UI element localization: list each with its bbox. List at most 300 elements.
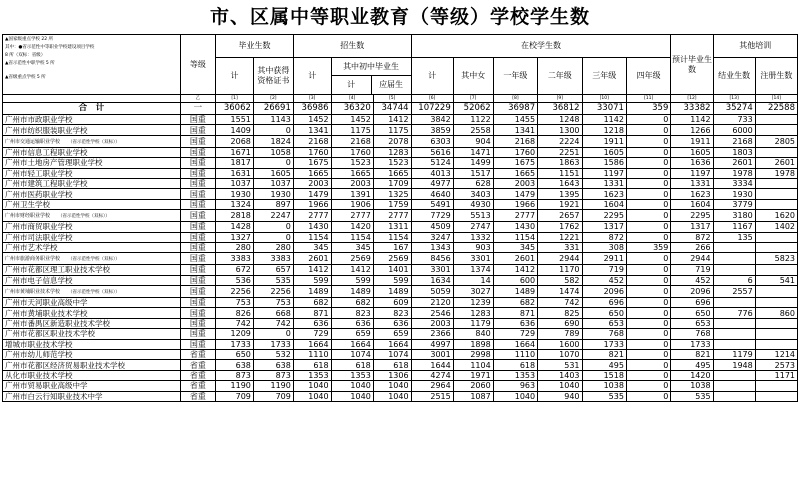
cell-value: 1332 — [453, 232, 493, 242]
cell-value: 636 — [331, 318, 373, 328]
cell-value: 742 — [538, 298, 582, 308]
cell-value: 2777 — [493, 210, 537, 222]
school-name-cell — [3, 350, 181, 360]
cell-value — [755, 298, 797, 308]
school-level: 国重 — [180, 210, 216, 222]
table-row — [3, 308, 798, 318]
school-level: 国重 — [180, 318, 216, 328]
cell-value: 742 — [216, 318, 254, 328]
cell-value: 768 — [582, 329, 626, 339]
cell-value: 1327 — [216, 232, 254, 242]
cell-value: 3027 — [453, 286, 493, 298]
cell-value: 1143 — [253, 115, 293, 125]
cell-value: 0 — [253, 125, 293, 135]
cell-value: 1664 — [373, 339, 411, 349]
school-name-cell — [3, 158, 181, 168]
cell-value: 582 — [538, 275, 582, 285]
cell-value: 1760 — [493, 147, 537, 157]
cell-value: 1518 — [582, 370, 626, 380]
cell-value: 1911 — [582, 135, 626, 147]
cell-value: 1709 — [373, 178, 411, 188]
school-note: （省示范性学校（双标）） — [58, 214, 110, 220]
cell-value: 940 — [538, 391, 582, 401]
cell-value: 0 — [626, 135, 670, 147]
cell-value: 5513 — [453, 210, 493, 222]
school-name-cell — [3, 381, 181, 391]
cell-value: 1395 — [538, 189, 582, 199]
cell-value — [713, 329, 755, 339]
cell-value: 2944 — [538, 253, 582, 265]
cell-value: 1283 — [373, 147, 411, 157]
cell-value: 1040 — [331, 391, 373, 401]
cell-value: 308 — [582, 242, 626, 252]
cell-value: 1040 — [538, 381, 582, 391]
school-name: 广州市幼儿师范学校 — [5, 350, 73, 360]
cell-value: 1523 — [331, 158, 373, 168]
cell-value: 860 — [755, 308, 797, 318]
school-name-cell — [3, 125, 181, 135]
cell-value: 599 — [373, 275, 411, 285]
cell-value: 1489 — [293, 286, 331, 298]
school-level: 国重 — [180, 253, 216, 265]
cell-value: 1430 — [493, 222, 537, 232]
school-level: 国重 — [180, 147, 216, 157]
school-name-cell — [3, 222, 181, 232]
cell-value: 1058 — [253, 147, 293, 157]
table-row — [3, 339, 798, 349]
cell-value: 1154 — [331, 232, 373, 242]
cell-value: 1623 — [582, 189, 626, 199]
cell-value: 1343 — [411, 242, 453, 252]
school-name-cell — [3, 391, 181, 401]
school-name: 广州市轻工职业学校 — [5, 168, 73, 178]
cell-value: 1142 — [582, 115, 626, 125]
cell-value: 1175 — [331, 125, 373, 135]
cell-value: 1179 — [453, 318, 493, 328]
cell-value: 1151 — [538, 168, 582, 178]
column-code: [7] — [453, 95, 493, 103]
cell-value: 668 — [253, 308, 293, 318]
school-name-cell — [3, 275, 181, 285]
school-name-cell — [3, 168, 181, 178]
cell-value: 682 — [331, 298, 373, 308]
header-in-total: 计 — [411, 58, 453, 95]
cell-value: 1403 — [538, 370, 582, 380]
column-code: 乙 — [180, 95, 216, 103]
cell-value: 1489 — [331, 286, 373, 298]
cell-value: 719 — [582, 265, 626, 275]
cell-value: 1675 — [293, 158, 331, 168]
cell-value: 1634 — [411, 275, 453, 285]
header-g3: 三年级 — [582, 58, 626, 95]
school-name-cell — [3, 232, 181, 242]
cell-value: 1283 — [453, 308, 493, 318]
cell-value: 1636 — [671, 158, 713, 168]
cell-value: 659 — [373, 329, 411, 339]
cell-value: 1489 — [373, 286, 411, 298]
cell-value: 1353 — [293, 370, 331, 380]
cell-value: 709 — [216, 391, 254, 401]
cell-value: 1401 — [373, 265, 411, 275]
cell-value: 1179 — [713, 350, 755, 360]
cell-value: 452 — [671, 275, 713, 285]
cell-value: 0 — [626, 318, 670, 328]
cell-value: 4013 — [411, 168, 453, 178]
cell-value: 1341 — [293, 125, 331, 135]
school-name-cell — [3, 189, 181, 199]
school-level: 省重 — [180, 360, 216, 370]
cell-value: 536 — [216, 275, 254, 285]
cell-value: 2168 — [713, 135, 755, 147]
cell-value — [713, 339, 755, 349]
cell-value: 1218 — [582, 125, 626, 135]
cell-value: 1070 — [538, 350, 582, 360]
cell-value: 2224 — [538, 135, 582, 147]
header-enroll-total: 计 — [293, 58, 331, 95]
cell-value — [755, 329, 797, 339]
cell-value: 4997 — [411, 339, 453, 349]
cell-value: 1978 — [713, 168, 755, 178]
cell-value: 345 — [331, 242, 373, 252]
cell-value: 345 — [493, 242, 537, 252]
page-title: 市、区属中等职业教育（等级）学校学生数 — [209, 6, 590, 28]
cell-value: 1760 — [293, 147, 331, 157]
table-row — [3, 286, 798, 298]
school-name-cell — [3, 242, 181, 252]
total-value: 107229 — [411, 103, 453, 115]
cell-value: 1040 — [293, 391, 331, 401]
column-code: [3] — [293, 95, 331, 103]
cell-value: 1311 — [373, 222, 411, 232]
cell-value: 167 — [373, 242, 411, 252]
cell-value: 600 — [493, 275, 537, 285]
header-inschool: 在校学生数 — [411, 35, 671, 58]
cell-value: 1733 — [582, 339, 626, 349]
cell-value: 2569 — [331, 253, 373, 265]
cell-value: 1664 — [493, 339, 537, 349]
cell-value: 873 — [216, 370, 254, 380]
cell-value: 1167 — [713, 222, 755, 232]
cell-value: 628 — [453, 178, 493, 188]
header-completion: 结业生数 — [713, 58, 755, 95]
cell-value: 1040 — [331, 381, 373, 391]
cell-value — [755, 125, 797, 135]
school-level: 国重 — [180, 168, 216, 178]
column-code-blank — [3, 95, 181, 103]
school-name: 增城市职业技术学校 — [5, 339, 73, 349]
cell-value: 690 — [538, 318, 582, 328]
cell-value: 0 — [626, 286, 670, 298]
notes-cell — [3, 35, 181, 95]
cell-value: 0 — [626, 178, 670, 188]
cell-value: 672 — [216, 265, 254, 275]
cell-value: 2601 — [293, 253, 331, 265]
school-name-cell — [3, 178, 181, 188]
cell-value — [713, 391, 755, 401]
cell-value: 719 — [671, 265, 713, 275]
cell-value: 535 — [582, 391, 626, 401]
cell-value: 8456 — [411, 253, 453, 265]
cell-value: 331 — [538, 242, 582, 252]
column-code: [4] — [331, 95, 373, 103]
cell-value: 1665 — [293, 168, 331, 178]
total-value: 36986 — [293, 103, 331, 115]
cell-value: 1643 — [538, 178, 582, 188]
cell-value: 1665 — [373, 168, 411, 178]
cell-value: 821 — [671, 350, 713, 360]
cell-value: 2777 — [373, 210, 411, 222]
cell-value: 1197 — [671, 168, 713, 178]
header-g4: 四年级 — [626, 58, 670, 95]
cell-value: 280 — [216, 242, 254, 252]
school-name: 广州市司法职业学校 — [5, 232, 73, 242]
cell-value: 1074 — [331, 350, 373, 360]
cell-value: 823 — [373, 308, 411, 318]
cell-value: 1420 — [671, 370, 713, 380]
header-g1: 一年级 — [493, 58, 537, 95]
cell-value: 1675 — [493, 158, 537, 168]
total-value: 35274 — [713, 103, 755, 115]
column-code: [1] — [216, 95, 254, 103]
cell-value: 871 — [293, 308, 331, 318]
cell-value: 0 — [626, 232, 670, 242]
cell-value: 1671 — [216, 147, 254, 157]
cell-value — [713, 381, 755, 391]
cell-value: 636 — [293, 318, 331, 328]
cell-value: 1306 — [373, 370, 411, 380]
cell-value: 1317 — [671, 222, 713, 232]
cell-value — [755, 286, 797, 298]
school-level: 国重 — [180, 199, 216, 209]
cell-value: 5124 — [411, 158, 453, 168]
cell-value: 2998 — [453, 350, 493, 360]
cell-value: 0 — [626, 339, 670, 349]
cell-value: 2747 — [453, 222, 493, 232]
school-name-cell — [3, 339, 181, 349]
cell-value: 1074 — [373, 350, 411, 360]
cell-value: 1038 — [671, 381, 713, 391]
header-enroll-middle — [331, 58, 411, 95]
cell-value: 495 — [582, 360, 626, 370]
cell-value: 3247 — [411, 232, 453, 242]
total-value: 36062 — [216, 103, 254, 115]
cell-value: 2078 — [373, 135, 411, 147]
school-name-cell — [3, 147, 181, 157]
school-name: 广州市土地房产管理职业学校 — [5, 158, 103, 168]
cell-value: 2944 — [671, 253, 713, 265]
cell-value: 4930 — [453, 199, 493, 209]
cell-value: 2805 — [755, 135, 797, 147]
cell-value: 0 — [253, 232, 293, 242]
cell-value — [755, 265, 797, 275]
cell-value: 4274 — [411, 370, 453, 380]
school-note: （省示范性学校（双标）） — [68, 257, 120, 263]
note-line-3: 8 所（双标：省级） — [5, 53, 46, 58]
cell-value: 2168 — [331, 135, 373, 147]
cell-value: 1971 — [453, 370, 493, 380]
cell-value: 1600 — [538, 339, 582, 349]
cell-value — [755, 391, 797, 401]
school-name: 广州市电子信息学校 — [5, 275, 73, 285]
cell-value: 1040 — [373, 391, 411, 401]
cell-value — [755, 242, 797, 252]
cell-value: 768 — [671, 329, 713, 339]
cell-value: 3779 — [713, 199, 755, 209]
school-level: 国重 — [180, 232, 216, 242]
school-name-cell — [3, 370, 181, 380]
cell-value: 0 — [626, 189, 670, 199]
school-name: 广州市番禺区新造职业技术学校 — [5, 319, 110, 329]
note-line-4: ▲省示范性中职学校 5 所 — [5, 61, 55, 66]
cell-value: 2964 — [411, 381, 453, 391]
cell-value: 3180 — [713, 210, 755, 222]
cell-value: 1471 — [453, 147, 493, 157]
school-level: 国重 — [180, 286, 216, 298]
table-row — [3, 222, 798, 232]
cell-value: 1499 — [453, 158, 493, 168]
cell-value: 2096 — [582, 286, 626, 298]
school-name: 广州市花都区职业技术学校 — [5, 329, 95, 339]
cell-value: 1452 — [331, 115, 373, 125]
cell-value: 5491 — [411, 199, 453, 209]
total-value: 34744 — [373, 103, 411, 115]
cell-value: 1154 — [493, 232, 537, 242]
cell-value: 5616 — [411, 147, 453, 157]
cell-value: 1623 — [671, 189, 713, 199]
cell-value: 826 — [216, 308, 254, 318]
cell-value: 6303 — [411, 135, 453, 147]
cell-value: 1930 — [713, 189, 755, 199]
cell-value: 6000 — [713, 125, 755, 135]
cell-value: 1412 — [373, 115, 411, 125]
cell-value: 532 — [253, 350, 293, 360]
cell-value: 1664 — [293, 339, 331, 349]
column-code: [11] — [626, 95, 670, 103]
cell-value: 1479 — [493, 189, 537, 199]
table-row — [3, 178, 798, 188]
cell-value: 1190 — [253, 381, 293, 391]
cell-value: 1402 — [755, 222, 797, 232]
cell-value: 903 — [453, 242, 493, 252]
cell-value: 872 — [582, 232, 626, 242]
cell-value: 1604 — [582, 199, 626, 209]
school-name: 广州市花都区理工职业技术学校 — [5, 265, 110, 275]
table-row — [3, 391, 798, 401]
table-row — [3, 381, 798, 391]
cell-value: 1966 — [293, 199, 331, 209]
school-name: 广州市信息工程职业学校 — [5, 147, 88, 157]
cell-value: 638 — [216, 360, 254, 370]
cell-value — [755, 381, 797, 391]
cell-value: 531 — [538, 360, 582, 370]
total-value: 26691 — [253, 103, 293, 115]
cell-value: 1620 — [755, 210, 797, 222]
cell-value: 872 — [671, 232, 713, 242]
cell-value: 3383 — [253, 253, 293, 265]
table-row — [3, 168, 798, 178]
cell-value: 2911 — [582, 253, 626, 265]
school-level: 国重 — [180, 178, 216, 188]
cell-value: 636 — [373, 318, 411, 328]
cell-value: 0 — [626, 199, 670, 209]
cell-value: 653 — [582, 318, 626, 328]
header-g2: 二年级 — [538, 58, 582, 95]
cell-value: 2601 — [755, 158, 797, 168]
cell-value: 1430 — [293, 222, 331, 232]
cell-value: 1921 — [538, 199, 582, 209]
table-row — [3, 147, 798, 157]
school-level: 省重 — [180, 391, 216, 401]
cell-value: 871 — [493, 308, 537, 318]
cell-value: 7729 — [411, 210, 453, 222]
cell-value: 1523 — [373, 158, 411, 168]
cell-value: 280 — [253, 242, 293, 252]
cell-value: 873 — [253, 370, 293, 380]
school-name: 广州市建筑工程职业学校 — [5, 179, 88, 189]
cell-value: 1978 — [755, 168, 797, 178]
cell-value: 1154 — [373, 232, 411, 242]
cell-value: 0 — [626, 391, 670, 401]
total-value: 33382 — [671, 103, 713, 115]
school-name: 广州卫生学校 — [5, 199, 50, 209]
school-level: 国重 — [180, 115, 216, 125]
cell-value: 1353 — [331, 370, 373, 380]
cell-value: 266 — [671, 242, 713, 252]
total-row — [3, 103, 798, 115]
school-level: 省重 — [180, 370, 216, 380]
total-value: 36987 — [493, 103, 537, 115]
table-row — [3, 189, 798, 199]
cell-value: 963 — [493, 381, 537, 391]
cell-value: 0 — [253, 158, 293, 168]
school-level: 国重 — [180, 275, 216, 285]
school-name: 广州市黄埔职业技术学校 — [5, 308, 88, 318]
cell-value — [755, 178, 797, 188]
cell-value: 650 — [671, 308, 713, 318]
cell-value: 135 — [713, 232, 755, 242]
cell-value: 1948 — [713, 360, 755, 370]
cell-value: 0 — [626, 253, 670, 265]
table-row — [3, 275, 798, 285]
cell-value: 0 — [626, 275, 670, 285]
cell-value: 1331 — [582, 178, 626, 188]
cell-value: 1154 — [293, 232, 331, 242]
cell-value: 840 — [453, 329, 493, 339]
header-enroll-sub-total: 计 — [332, 76, 372, 94]
school-name: 广州市贸易职业高级中学 — [5, 381, 88, 391]
school-note: （省示范性学校（双标）） — [68, 290, 120, 296]
cell-value — [755, 318, 797, 328]
cell-value: 904 — [453, 135, 493, 147]
cell-value: 776 — [713, 308, 755, 318]
total-value: 36320 — [331, 103, 373, 115]
cell-value: 2777 — [331, 210, 373, 222]
cell-value: 618 — [373, 360, 411, 370]
cell-value: 1331 — [671, 178, 713, 188]
school-level: 国重 — [180, 298, 216, 308]
cell-value — [713, 318, 755, 328]
cell-value: 1353 — [493, 370, 537, 380]
cell-value: 2515 — [411, 391, 453, 401]
cell-value — [755, 232, 797, 242]
cell-value: 1170 — [538, 265, 582, 275]
school-level: 省重 — [180, 381, 216, 391]
school-level: 国重 — [180, 265, 216, 275]
cell-value: 1374 — [453, 265, 493, 275]
cell-value: 1122 — [453, 115, 493, 125]
note-line-2: 其中：●省示范性中等职业学校建设项目学校 — [5, 45, 95, 50]
cell-value: 535 — [671, 391, 713, 401]
